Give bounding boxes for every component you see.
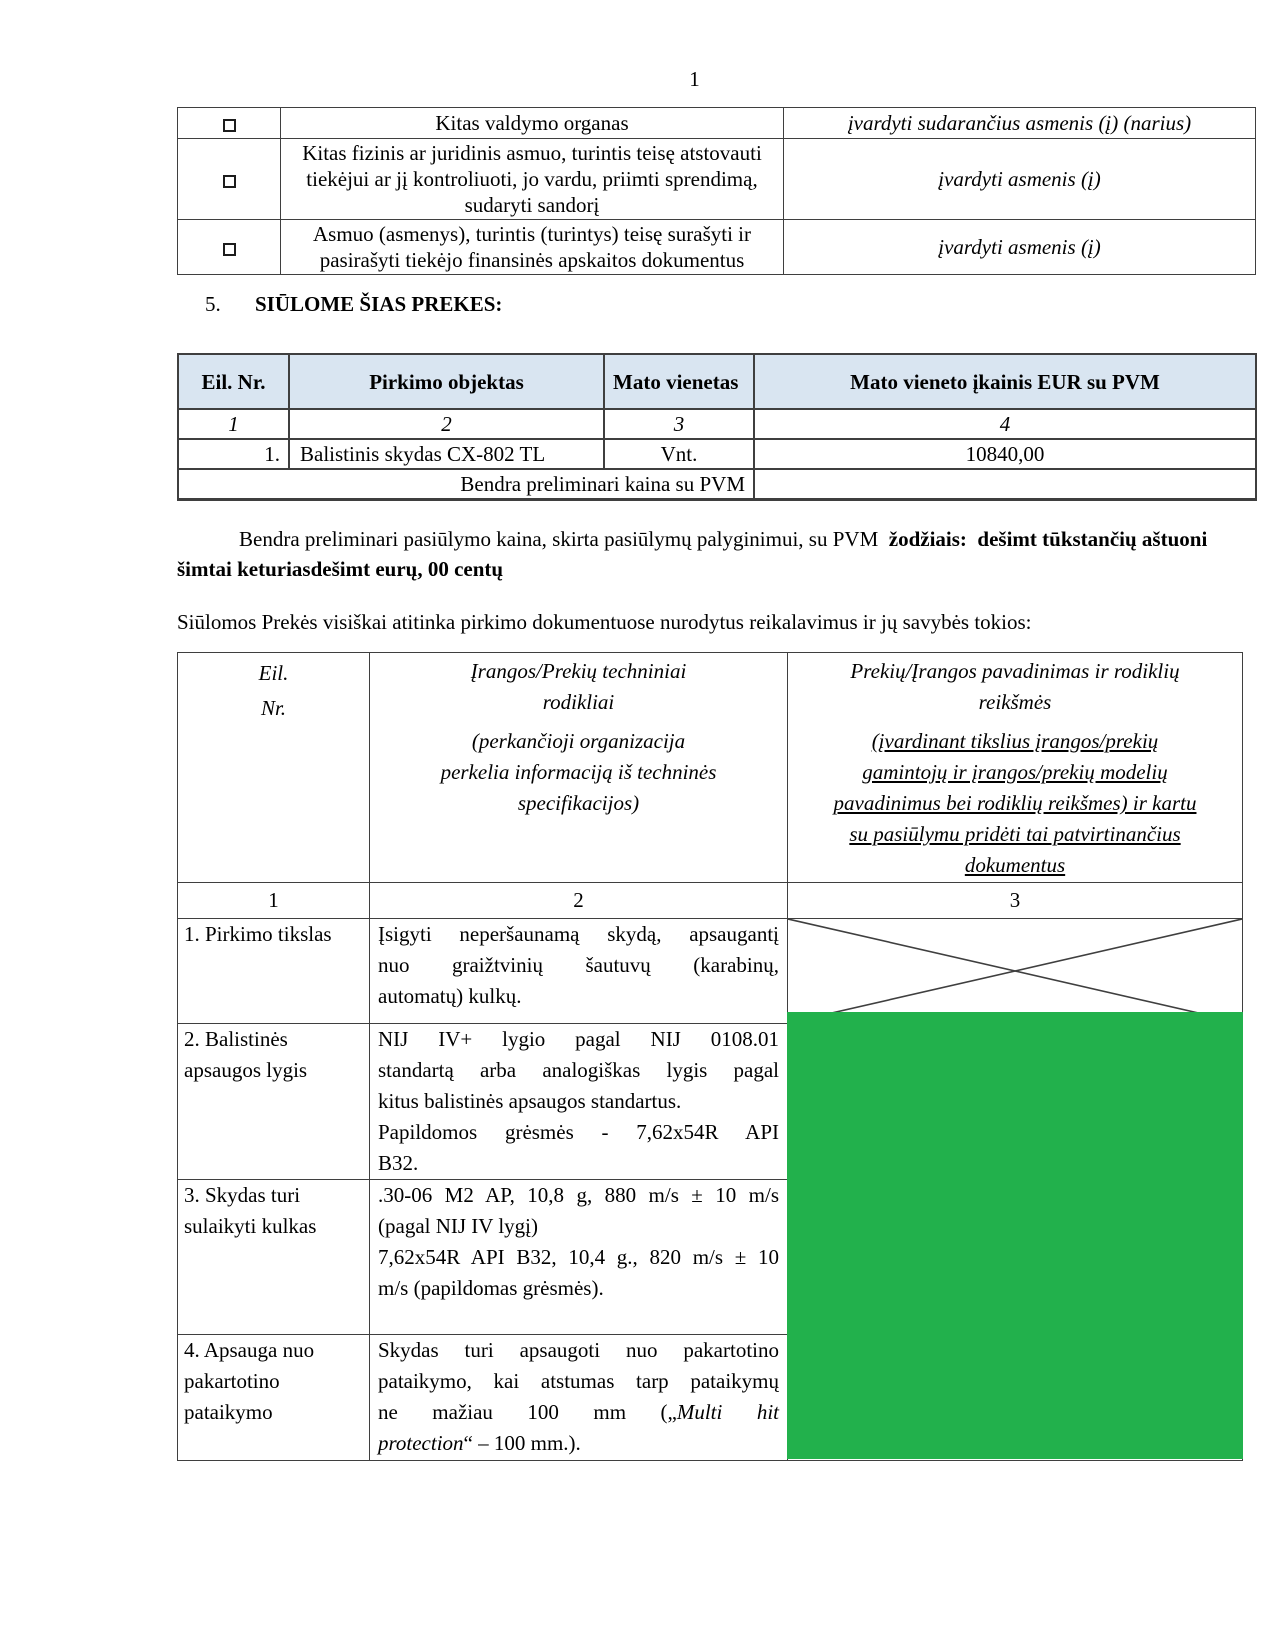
table-row	[178, 220, 1256, 275]
total-value	[754, 469, 1256, 500]
spec-table-wrapper	[177, 652, 1242, 1461]
header-line: specifikacijos)	[517, 791, 640, 815]
spec-line: m/s (papildomas grėsmės).	[378, 1276, 604, 1300]
spec-requirement	[370, 1180, 788, 1335]
page-number: 1	[689, 67, 700, 91]
signer-label: Kitas fizinis ar juridinis asmuo, turintis teisę atstovauti tiekėjui ar jį kontroliuoti, jo vardu, priimti sprendimą, sudaryti sandorį	[281, 139, 784, 220]
col-header-pavadinimas-reiksmes	[788, 653, 1243, 883]
spec-line: Įsigyti neperšaunamą skydą, apsaugantį	[378, 922, 779, 946]
checkbox-cell	[178, 220, 281, 275]
spec-line-italic: protection	[378, 1431, 464, 1455]
signers-table	[177, 107, 1256, 275]
column-number: 3	[788, 883, 1243, 919]
price-in-words-paragraph	[177, 524, 1255, 584]
cross-out-mark	[788, 919, 1242, 1023]
spec-name: 4. Apsauga nuo pakartotino pataikymo	[178, 1335, 370, 1461]
spec-name: 3. Skydas turi sulaikyti kulkas	[178, 1180, 370, 1335]
header-line: perkelia informaciją iš techninės	[440, 760, 717, 784]
signer-value: įvardyti sudarančius asmenis (į) (narius)	[784, 108, 1256, 139]
header-line: reikšmės	[978, 690, 1052, 714]
header-line: su pasiūlymu pridėti tai patvirtinančius	[849, 822, 1181, 846]
conformity-paragraph: Siūlomos Prekės visiškai atitinka pirkimo dokumentuose nurodytus reikalavimus ir jų savybės tokios:	[177, 610, 1032, 634]
header-paragraph	[789, 656, 1241, 718]
column-number: 1	[178, 883, 370, 919]
spec-requirement	[370, 919, 788, 1024]
spec-line: B32.	[378, 1151, 419, 1175]
header-line: Nr.	[260, 696, 287, 720]
spec-requirement	[370, 1335, 788, 1461]
spec-line	[378, 1397, 779, 1428]
header-line: (įvardinant tikslius įrangos/prekių	[871, 729, 1159, 753]
spec-line: 7,62x54R API B32, 10,4 g., 820 m/s ± 10	[378, 1245, 779, 1269]
col-header-eil-nr	[178, 653, 370, 883]
table-row	[178, 108, 1256, 139]
spec-line: Papildomos grėsmės - 7,62x54R API	[378, 1120, 779, 1144]
section-title: SIŪLOME ŠIAS PREKES:	[255, 292, 503, 316]
header-line: (perkančioji organizacija	[471, 729, 686, 753]
col-header-ikainis: Mato vieneto įkainis EUR su PVM	[754, 354, 1256, 409]
section-heading	[177, 291, 1275, 317]
table-row	[178, 439, 1256, 469]
price-paragraph-normal: Bendra preliminari pasiūlymo kaina, skirta pasiūlymų palyginimui, su PVM	[239, 527, 889, 551]
spec-line-text: ne mažiau 100 mm („	[378, 1400, 677, 1424]
spec-line-text: “ – 100 mm.).	[463, 1431, 581, 1455]
row-number: 1.	[178, 439, 289, 469]
table-row	[178, 919, 1243, 1024]
checkbox[interactable]	[223, 175, 236, 188]
price-paragraph-bold: žodžiais: dešimt tūkstančių aštuoni šimtai keturiasdešimt eurų, 00 centų	[177, 527, 1208, 581]
header-line: Įrangos/Prekių techniniai	[470, 659, 687, 683]
signer-value: įvardyti asmenis (į)	[784, 220, 1256, 275]
checkbox[interactable]	[223, 243, 236, 256]
spec-requirement	[370, 1024, 788, 1180]
spec-line: kitus balistinės apsaugos standartus.	[378, 1089, 682, 1113]
table-row	[178, 139, 1256, 220]
section-number: 5.	[205, 292, 221, 316]
column-number: 1	[178, 409, 289, 439]
total-label: Bendra preliminari kaina su PVM	[178, 469, 754, 500]
spec-line: (pagal NIJ IV lygį)	[378, 1214, 538, 1238]
offer-table	[177, 353, 1257, 501]
checkbox-cell	[178, 108, 281, 139]
header-paragraph	[371, 726, 786, 819]
header-paragraph-underlined	[789, 726, 1241, 881]
column-number: 3	[604, 409, 754, 439]
purchase-object: Balistinis skydas CX-802 TL	[289, 439, 604, 469]
spec-line-italic: Multi hit	[676, 1400, 780, 1424]
unit-price: 10840,00	[754, 439, 1256, 469]
spec-line: NIJ IV+ lygio pagal NIJ 0108.01	[378, 1027, 779, 1051]
column-number-row	[178, 883, 1243, 919]
checkbox-cell	[178, 139, 281, 220]
total-row	[178, 469, 1256, 500]
table-header-row	[178, 354, 1256, 409]
signer-label: Asmuo (asmenys), turintis (turintys) teisę surašyti ir pasirašyti tiekėjo finansinės apskaitos dokumentus	[281, 220, 784, 275]
spec-line: nuo graižtvinių šautuvų (karabinų,	[378, 953, 779, 977]
spec-line: standartą arba analogiškas lygis pagal	[378, 1058, 779, 1082]
header-line: Prekių/Įrangos pavadinimas ir rodiklių	[850, 659, 1180, 683]
column-number: 2	[370, 883, 788, 919]
table-header-row	[178, 653, 1243, 883]
col-header-techniniai-rodikliai	[370, 653, 788, 883]
header-paragraph	[371, 656, 786, 718]
spec-line: .30-06 M2 AP, 10,8 g, 880 m/s ± 10 m/s	[378, 1183, 779, 1207]
header-line: Eil.	[258, 661, 289, 685]
header-line: pavadinimus bei rodiklių reikšmes) ir kartu	[833, 791, 1197, 815]
spec-name: 2. Balistinės apsaugos lygis	[178, 1024, 370, 1180]
column-number: 4	[754, 409, 1256, 439]
signer-value: įvardyti asmenis (į)	[784, 139, 1256, 220]
col-header-pirkimo-objektas: Pirkimo objektas	[289, 354, 604, 409]
spec-line: automatų) kulkų.	[378, 984, 522, 1008]
col-header-mato-vienetas: Mato vienetas	[604, 354, 754, 409]
header-line: gamintojų ir įrangos/prekių modelių	[862, 760, 1168, 784]
green-redaction-overlay	[787, 1012, 1243, 1459]
unit: Vnt.	[604, 439, 754, 469]
spec-line: Skydas turi apsaugoti nuo pakartotino	[378, 1338, 779, 1362]
signer-label: Kitas valdymo organas	[281, 108, 784, 139]
spec-line	[378, 1428, 779, 1459]
spec-name: 1. Pirkimo tikslas	[178, 919, 370, 1024]
checkbox[interactable]	[223, 119, 236, 132]
header-line: dokumentus	[964, 853, 1066, 877]
spec-line: pataikymo, kai atstumas tarp pataikymų	[378, 1369, 779, 1393]
column-number: 2	[289, 409, 604, 439]
col-header-eil-nr: Eil. Nr.	[178, 354, 289, 409]
header-line: rodikliai	[542, 690, 615, 714]
column-number-row	[178, 409, 1256, 439]
crossed-out-cell	[788, 919, 1243, 1024]
